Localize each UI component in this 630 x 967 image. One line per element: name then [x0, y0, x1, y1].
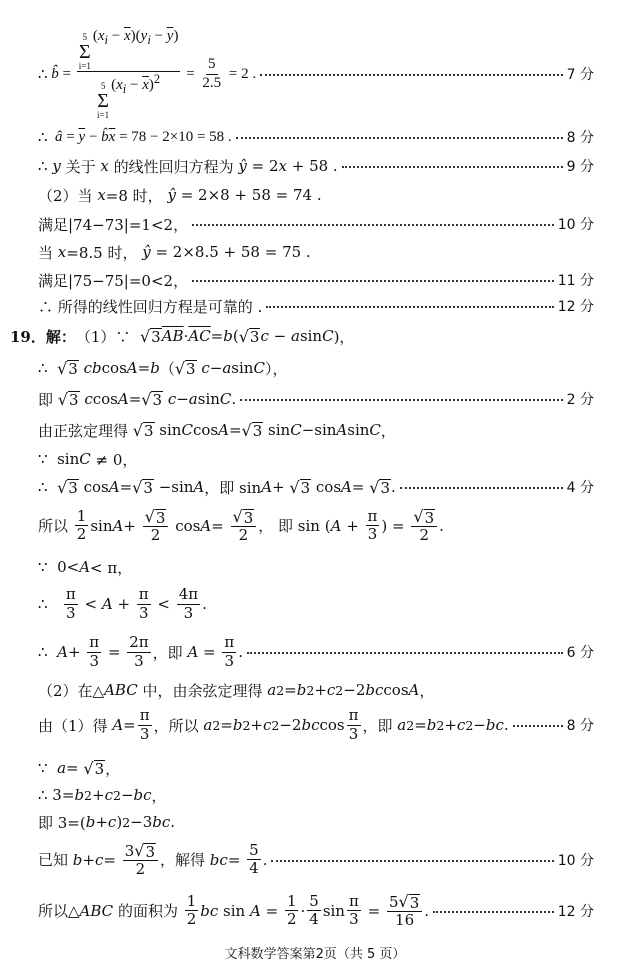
line-24: [0, 838, 630, 882]
leader-dots: [192, 224, 554, 226]
line-14-text: ∴ √ 3 cos A = √ 3 −sin A ，即 sin A + √ 3 cos A = √ 3 .: [38, 477, 396, 497]
line-18-text: ∴ A + $\frac{\pi}{3}$ = $\frac{2\pi}{3}$ ，即 A = $\frac{\pi}{3}$ .: [38, 633, 244, 670]
line-5-text: 满足|74−73|=1<2，: [38, 215, 189, 234]
line-22-text: ∴ 3= b 2 + c 2 − bc ，: [38, 786, 167, 805]
line-3: [0, 152, 630, 180]
line-10: [0, 354, 630, 382]
leader-dots: [192, 280, 554, 282]
line-6: [0, 238, 630, 266]
leader-dots: [433, 911, 554, 913]
line-14: [0, 473, 630, 501]
page-footer: 文科数学答案第2页（共 5 页）: [224, 947, 406, 962]
leader-dots: [266, 306, 553, 308]
line-17-text: ∴ $\frac{\pi}{3}$ < A + $\frac{\pi}{3}$ < $\frac{4\pi}{3}$ .: [38, 585, 207, 622]
line-6-text: 当 x =8.5 时， ŷ = 2×8.5 + 58 = 75 .: [38, 243, 311, 262]
line-7: [0, 266, 630, 294]
leader-dots: [271, 860, 553, 862]
line-9: [0, 322, 630, 350]
line-25: [0, 889, 630, 933]
score-label: 2 分: [566, 392, 594, 408]
line-21: [0, 754, 630, 782]
line-10-text: ∴ √ 3 cb cos A = b （ √ 3 c − a sin C ），: [38, 358, 288, 378]
line-20: [0, 703, 630, 747]
score-label: 10 分: [557, 217, 594, 233]
score-label: 10 分: [557, 853, 594, 869]
line-8-text: ∴ 所得的线性回归方程是可靠的 .: [38, 297, 263, 316]
line-18: [0, 630, 630, 674]
line-4-text: （2）当 x =8 时， ŷ = 2×8 + 58 = 74 .: [38, 186, 322, 205]
line-2: [0, 123, 630, 151]
line-1-formula: ∴ b̂ = 5 Σ i=1 $(x_i - \overline{x})(y_i - \overline{y})$ 5 Σ i=1 $(x_i - \overline{x})^2$ = $\frac{5}{2.5}$ = 2 .: [38, 28, 257, 120]
line-11-text: 即 √ 3 c cos A = √ 3 c − a sin C .: [38, 389, 237, 409]
line-17: [0, 582, 630, 626]
leader-dots: [342, 166, 563, 168]
leader-dots: [260, 74, 563, 76]
line-1: [0, 28, 630, 120]
leader-dots: [400, 487, 563, 489]
line-12-text: 由正弦定理得 √ 3 sin C cos A = √ 3 sin C −sin A sin C ，: [38, 420, 396, 440]
line-19-text: （2）在△ ABC 中，由余弦定理得 a 2 = b 2 + c 2 −2 bc cos A ，: [38, 681, 435, 700]
line-9-text: 19．解： （1）∵ √ 3 $\overline{AB}$ · $\overline{AC}$ = b ( √ 3 c − a sin C )，: [10, 326, 355, 346]
line-23-text: 即 3=( b + c ) 2 −3 bc .: [38, 813, 176, 832]
line-19: [0, 676, 630, 704]
leader-dots: [240, 399, 562, 401]
line-13-text: ∵ sin C ≠ 0，: [38, 450, 138, 469]
leader-dots: [236, 137, 563, 139]
line-23: [0, 808, 630, 836]
line-8: [0, 292, 630, 320]
score-label: 8 分: [566, 718, 594, 734]
leader-dots: [247, 652, 563, 654]
score-label: 11 分: [557, 273, 594, 289]
line-16-text: ∵ 0< A < π，: [38, 558, 133, 577]
line-11: [0, 385, 630, 413]
score-label: 6 分: [566, 645, 594, 661]
line-24-text: 已知 b + c = 3 √ 3 2 ，解得 bc = $\frac{5}{4}$ .: [38, 840, 268, 879]
score-label: 4 分: [566, 480, 594, 496]
score-label: 7 分: [566, 67, 594, 83]
line-16: [0, 553, 630, 581]
line-2-formula: ∴ â = $\overline{y}$ − $b̂\overline{x}$ = 78 − 2×10 = 58 .: [38, 128, 232, 146]
line-13: [0, 445, 630, 473]
line-25-text: 所以△ ABC 的面积为 $\frac{1}{2}$ bc sin A = $\frac{1}{2}$ · $\frac{5}{4}$ sin $\frac{\pi}{3}$ = 5 √ 3 16 .: [38, 891, 430, 930]
line-12: [0, 416, 630, 444]
line-7-text: 满足|75−75|=0<2，: [38, 271, 189, 290]
score-label: 12 分: [557, 299, 594, 315]
line-5: [0, 210, 630, 238]
line-21-text: ∵ a = √ 3 ，: [38, 758, 121, 778]
score-label: 9 分: [566, 159, 594, 175]
score-label: 8 分: [566, 130, 594, 146]
line-15-text: 所以 $\frac{1}{2}$ sin A + √ 3 2 cos A = √ 3 2 ， 即 sin ( A + $\frac{\pi}{3}$ ) = √ 3 2 .: [38, 506, 444, 545]
line-3-text: ∴ y 关于 x 的线性回归方程为 ŷ = 2 x + 58 .: [38, 157, 338, 176]
line-22: [0, 781, 630, 809]
line-4: [0, 181, 630, 209]
leader-dots: [513, 725, 563, 727]
score-label: 12 分: [557, 904, 594, 920]
line-20-text: 由（1）得 A = $\frac{\pi}{3}$ ，所以 a 2 = b 2 + c 2 −2 bc cos $\frac{\pi}{3}$ ，即 a 2 = b 2 + c 2 − bc .: [38, 706, 509, 743]
line-15: [0, 504, 630, 548]
